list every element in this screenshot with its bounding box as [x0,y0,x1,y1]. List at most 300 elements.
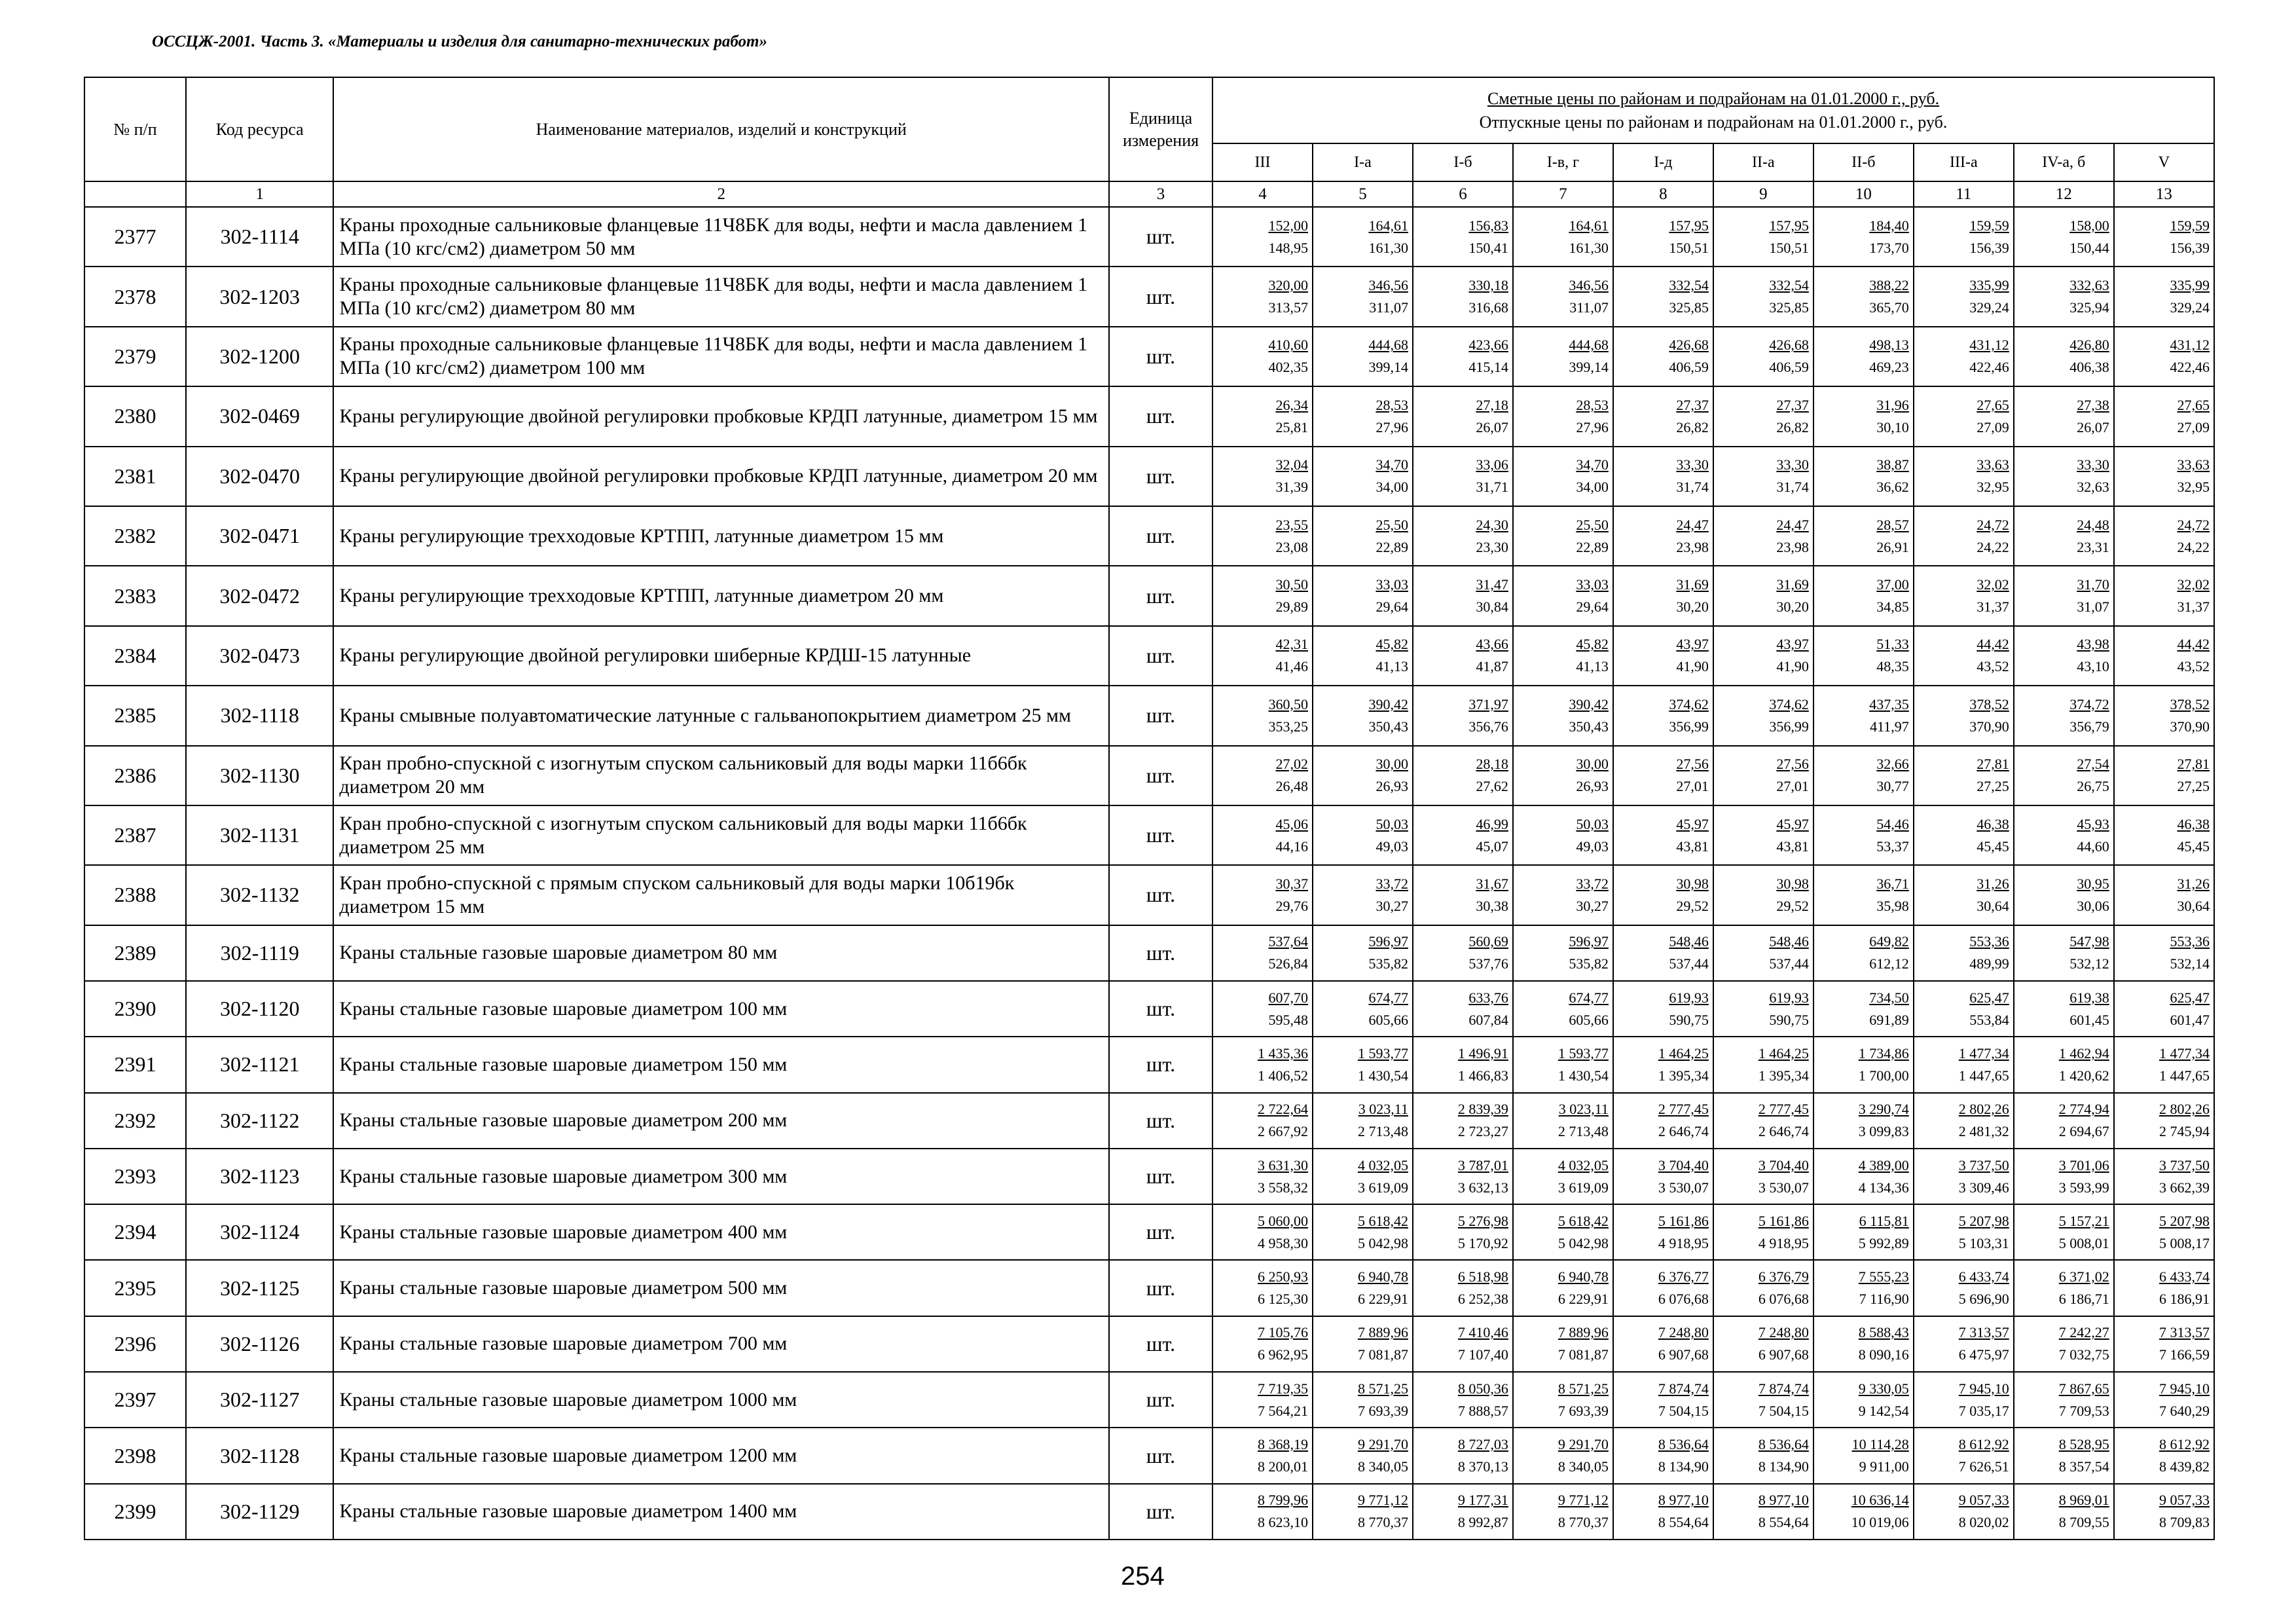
release-price: 41,13 [1376,658,1408,675]
release-price: 526,84 [1268,955,1308,972]
price-cell [1914,746,2014,805]
release-price: 29,64 [1376,599,1408,616]
price-cell [1313,506,1413,566]
price-cell [1313,805,1413,865]
price-cell [1513,1372,1613,1428]
price-cell [1813,1260,1914,1316]
release-price: 48,35 [1876,658,1909,675]
release-price: 7 709,53 [2058,1402,2109,1419]
release-price: 356,99 [1769,718,1809,735]
price-cell [1813,566,1914,625]
estimate-price: 50,03 [1576,815,1609,832]
estimate-price: 6 376,77 [1658,1268,1709,1285]
release-price: 148,95 [1268,239,1308,256]
price-cell [1313,1093,1413,1149]
price-cell [2014,1372,2114,1428]
price-cell [1413,1428,1513,1483]
release-price: 161,30 [1569,239,1609,256]
price-cell [2014,1260,2114,1316]
release-price: 1 447,65 [1958,1067,2009,1084]
estimate-price: 619,93 [1769,989,1809,1006]
resource-code: 302-0471 [186,506,333,566]
price-cell [1313,1204,1413,1260]
release-price: 6 125,30 [1257,1291,1308,1308]
release-price: 10 019,06 [1851,1514,1909,1531]
release-price: 691,89 [1869,1011,1909,1028]
price-cell [1613,1149,1713,1204]
price-cell [1713,566,1813,625]
estimate-price: 619,93 [1669,989,1709,1006]
estimate-price: 9 291,70 [1558,1436,1609,1452]
price-cell [1413,1093,1513,1149]
estimate-price: 8 536,64 [1758,1436,1809,1452]
price-cell [2114,1372,2214,1428]
price-cell [1813,447,1914,506]
release-price: 150,51 [1669,239,1709,256]
release-price: 5 042,98 [1357,1234,1408,1251]
estimate-price: 346,56 [1569,277,1609,294]
price-cell [1813,1484,1914,1540]
release-price: 1 447,65 [2159,1067,2210,1084]
price-cell [1513,1484,1613,1540]
release-price: 406,59 [1669,359,1709,376]
release-price: 612,12 [1869,955,1909,972]
price-cell [1914,1093,2014,1149]
estimate-price: 6 518,98 [1457,1268,1508,1285]
release-price: 27,09 [2177,418,2210,435]
release-price: 27,96 [1576,418,1609,435]
price-cell [1613,207,1713,267]
region-header: III-а [1914,143,2014,181]
estimate-price: 34,70 [1376,456,1408,473]
release-price: 6 907,68 [1658,1346,1709,1363]
price-cell [1413,267,1513,326]
price-cell [1914,686,2014,745]
estimate-price: 33,06 [1476,456,1508,473]
release-price: 406,38 [2069,359,2109,376]
price-cell [1212,1037,1313,1092]
release-price: 45,45 [1977,838,2009,855]
price-cell [2114,1204,2214,1260]
release-price: 43,52 [2177,658,2210,675]
price-cell [2114,626,2214,686]
estimate-price: 31,67 [1476,875,1508,892]
release-price: 7 116,90 [1859,1291,1909,1308]
release-price: 44,60 [2077,838,2109,855]
release-price: 311,07 [1569,299,1609,316]
price-cell [2014,1093,2114,1149]
release-price: 29,64 [1576,599,1609,616]
release-price: 605,66 [1368,1011,1408,1028]
price-cell [2014,626,2114,686]
release-price: 8 200,01 [1257,1458,1308,1475]
price-cell [1212,506,1313,566]
estimate-price: 426,68 [1669,337,1709,354]
col-header-name: Наименование материалов, изделий и конструкций [333,77,1109,181]
item-name: Кран пробно-спускной с изогнутым спуском сальниковый для воды марки 11б6бк диаметром 20 мм [333,746,1109,805]
estimate-price: 44,42 [2177,636,2210,653]
price-cell [1513,1428,1613,1483]
price-cell [2114,386,2214,446]
estimate-price: 537,64 [1268,933,1308,950]
estimate-price: 45,97 [1676,815,1709,832]
price-cell [1513,207,1613,267]
estimate-price: 426,68 [1769,337,1809,354]
release-price: 34,00 [1376,479,1408,496]
price-cell [1813,1316,1914,1372]
column-index: 2 [333,181,1109,207]
price-cell [1613,981,1713,1037]
price-cell [1813,1372,1914,1428]
release-price: 7 107,40 [1457,1346,1508,1363]
release-price: 6 475,97 [1958,1346,2009,1363]
price-cell [1313,925,1413,981]
price-cell [1513,746,1613,805]
estimate-price: 6 433,74 [2159,1268,2210,1285]
release-price: 2 667,92 [1257,1123,1308,1140]
estimate-price: 25,50 [1376,516,1408,533]
price-cell [1513,686,1613,745]
release-price: 1 430,54 [1558,1067,1609,1084]
resource-code: 302-1118 [186,686,333,745]
estimate-price: 30,00 [1576,756,1609,773]
estimate-price: 23,55 [1275,516,1308,533]
price-cell [1513,267,1613,326]
release-price: 7 564,21 [1257,1402,1308,1419]
release-price: 595,48 [1268,1011,1308,1028]
release-price: 2 646,74 [1658,1123,1709,1140]
price-cell [2014,981,2114,1037]
release-price: 5 042,98 [1558,1234,1609,1251]
release-price: 31,74 [1676,479,1709,496]
release-price: 29,52 [1776,897,1809,914]
row-number: 2399 [84,1484,186,1540]
unit-cell: шт. [1109,327,1212,386]
release-price: 6 962,95 [1257,1346,1308,1363]
release-price: 356,76 [1468,718,1508,735]
row-number: 2386 [84,746,186,805]
price-cell [1914,327,2014,386]
release-price: 365,70 [1869,299,1909,316]
region-header: I-а [1313,143,1413,181]
price-cell [1212,1149,1313,1204]
row-number: 2394 [84,1204,186,1260]
price-cell [2014,267,2114,326]
price-cell [1212,1260,1313,1316]
price-cell [1914,566,2014,625]
table-row [84,1372,2214,1428]
release-price: 7 081,87 [1558,1346,1609,1363]
column-index: 3 [1109,181,1212,207]
price-cell [1813,1149,1914,1204]
release-price: 8 439,82 [2159,1458,2210,1475]
unit-cell: шт. [1109,207,1212,267]
item-name: Краны проходные сальниковые фланцевые 11Ч8БК для воды, нефти и масла давлением 1 МПа (10 кгс/см2) диаметром 100 мм [333,327,1109,386]
estimate-price: 31,69 [1776,576,1809,593]
region-header: V [2114,143,2214,181]
estimate-price: 2 802,26 [2159,1101,2210,1118]
estimate-price: 30,98 [1676,875,1709,892]
estimate-price: 674,77 [1368,989,1408,1006]
price-cell [1813,686,1914,745]
price-cell [1613,1428,1713,1483]
estimate-price: 2 774,94 [2058,1101,2109,1118]
estimate-price: 43,98 [2077,636,2109,653]
price-cell [2014,1316,2114,1372]
release-price: 8 709,55 [2058,1514,2109,1531]
resource-code: 302-1120 [186,981,333,1037]
unit-cell: шт. [1109,686,1212,745]
estimate-price: 3 704,40 [1758,1156,1809,1173]
estimate-price: 320,00 [1268,277,1308,294]
estimate-price: 27,54 [2077,756,2109,773]
price-cell [1713,207,1813,267]
price-cell [1212,1316,1313,1372]
estimate-price: 8 612,92 [1958,1436,2009,1452]
release-price: 535,82 [1368,955,1408,972]
estimate-price: 8 536,64 [1658,1436,1709,1452]
table-row [84,805,2214,865]
resource-code: 302-0472 [186,566,333,625]
release-price: 27,96 [1376,418,1408,435]
estimate-price: 31,26 [2177,875,2210,892]
estimate-price: 25,50 [1576,516,1609,533]
table-row [84,865,2214,925]
release-price: 26,07 [2077,418,2109,435]
estimate-price: 6 250,93 [1257,1268,1308,1285]
estimate-price: 6 940,78 [1357,1268,1408,1285]
estimate-price: 374,62 [1769,695,1809,712]
price-cell [1613,1484,1713,1540]
price-cell [1313,327,1413,386]
estimate-price: 5 161,86 [1758,1212,1809,1229]
price-cell [1613,1037,1713,1092]
price-cell [1713,925,1813,981]
release-price: 23,98 [1676,538,1709,555]
estimate-price: 5 060,00 [1257,1212,1308,1229]
table-row [84,1484,2214,1540]
price-cell [2114,1149,2214,1204]
price-cell [1713,506,1813,566]
estimate-price: 6 115,81 [1859,1212,1909,1229]
release-price: 350,43 [1368,718,1408,735]
row-number: 2380 [84,386,186,446]
price-cell [2114,327,2214,386]
release-price: 30,27 [1576,897,1609,914]
release-price: 2 481,32 [1958,1123,2009,1140]
item-name: Краны регулирующие двойной регулировки пробковые КРДП латунные, диаметром 15 мм [333,386,1109,446]
estimate-price: 7 889,96 [1558,1324,1609,1341]
estimate-price: 8 612,92 [2159,1436,2210,1452]
item-name: Краны стальные газовые шаровые диаметром 400 мм [333,1204,1109,1260]
item-name: Краны стальные газовые шаровые диаметром 1200 мм [333,1428,1109,1483]
page-number: 254 [1121,1562,1165,1591]
price-cell [2014,327,2114,386]
release-price: 415,14 [1468,359,1508,376]
release-price: 402,35 [1268,359,1308,376]
price-cell [1914,925,2014,981]
resource-code: 302-1132 [186,865,333,925]
price-cell [1613,1204,1713,1260]
unit-cell: шт. [1109,865,1212,925]
release-price: 30,38 [1476,897,1508,914]
estimate-price: 4 389,00 [1858,1156,1909,1173]
row-number: 2381 [84,447,186,506]
item-name: Краны стальные газовые шаровые диаметром 1000 мм [333,1372,1109,1428]
estimate-price: 24,47 [1776,516,1809,533]
release-price: 22,89 [1576,538,1609,555]
price-cell [1413,805,1513,865]
unit-cell: шт. [1109,386,1212,446]
release-price: 2 694,67 [2058,1123,2109,1140]
table-row [84,746,2214,805]
unit-cell: шт. [1109,447,1212,506]
estimate-price: 9 177,31 [1457,1492,1508,1509]
price-cell [1313,865,1413,925]
region-header: I-д [1613,143,1713,181]
price-cell [1713,1428,1813,1483]
release-price: 7 504,15 [1658,1402,1709,1419]
region-header: II-б [1813,143,1914,181]
estimate-price: 346,56 [1368,277,1408,294]
release-price: 30,20 [1776,599,1809,616]
estimate-price: 33,30 [1776,456,1809,473]
estimate-price: 31,70 [2077,576,2109,593]
estimate-price: 10 114,28 [1851,1436,1909,1452]
unit-cell: шт. [1109,1037,1212,1092]
estimate-price: 24,30 [1476,516,1508,533]
release-price: 1 430,54 [1357,1067,1408,1084]
estimate-price: 3 787,01 [1457,1156,1508,1173]
release-price: 4 918,95 [1758,1234,1809,1251]
release-price: 1 406,52 [1257,1067,1308,1084]
release-price: 6 907,68 [1758,1346,1809,1363]
estimate-price: 27,65 [2177,396,2210,413]
resource-code: 302-0470 [186,447,333,506]
price-cell [1513,506,1613,566]
estimate-price: 3 631,30 [1257,1156,1308,1173]
release-price: 43,81 [1776,838,1809,855]
estimate-price: 332,54 [1769,277,1809,294]
price-cell [1613,506,1713,566]
release-price: 1 420,62 [2058,1067,2109,1084]
price-cell [1513,1260,1613,1316]
price-cell [1914,805,2014,865]
price-cell [1613,805,1713,865]
price-cell [1513,1093,1613,1149]
estimate-price: 46,99 [1476,815,1508,832]
column-index: 12 [2014,181,2114,207]
item-name: Краны проходные сальниковые фланцевые 11Ч8БК для воды, нефти и масла давлением 1 МПа (10 кгс/см2) диаметром 50 мм [333,207,1109,267]
price-cell [1613,1093,1713,1149]
price-cell [1914,1372,2014,1428]
release-price: 4 918,95 [1658,1234,1709,1251]
release-price: 26,07 [1476,418,1508,435]
price-cell [1413,506,1513,566]
estimate-price: 431,12 [1969,337,2009,354]
row-number: 2388 [84,865,186,925]
release-price: 8 554,64 [1658,1514,1709,1531]
release-price: 6 229,91 [1357,1291,1408,1308]
table-row [84,267,2214,326]
estimate-price: 28,53 [1576,396,1609,413]
price-cell [1613,1260,1713,1316]
estimate-price: 33,03 [1376,576,1408,593]
release-price: 27,01 [1776,778,1809,795]
row-number: 2390 [84,981,186,1037]
estimate-price: 371,97 [1468,695,1508,712]
release-price: 2 723,27 [1457,1123,1508,1140]
unit-cell: шт. [1109,981,1212,1037]
release-price: 41,90 [1676,658,1709,675]
price-cell [1513,1316,1613,1372]
release-price: 370,90 [1969,718,2009,735]
estimate-price: 625,47 [1969,989,2009,1006]
estimate-price: 5 207,98 [2159,1212,2210,1229]
price-cell [2114,746,2214,805]
release-price: 8 992,87 [1457,1514,1508,1531]
resource-code: 302-1125 [186,1260,333,1316]
price-cell [1212,1372,1313,1428]
price-cell [1713,1260,1813,1316]
release-price: 27,09 [1977,418,2009,435]
release-price: 3 632,13 [1457,1179,1508,1196]
release-price: 8 623,10 [1257,1514,1308,1531]
estimate-price: 157,95 [1769,217,1809,234]
col-header-code: Код ресурса [186,77,333,181]
estimate-price: 1 464,25 [1658,1044,1709,1061]
estimate-price: 5 618,42 [1558,1212,1609,1229]
price-cell [1813,925,1914,981]
unit-cell: шт. [1109,626,1212,686]
price-cell [1313,1149,1413,1204]
price-cell [1613,1316,1713,1372]
release-price: 1 700,00 [1858,1067,1909,1084]
estimate-price: 24,72 [1977,516,2009,533]
estimate-price: 2 777,45 [1658,1101,1709,1118]
estimate-price: 8 969,01 [2058,1492,2109,1509]
release-price: 590,75 [1669,1011,1709,1028]
price-cell [2014,447,2114,506]
price-cell [1613,686,1713,745]
price-cell [1313,1484,1413,1540]
price-cell [2114,1093,2214,1149]
unit-cell: шт. [1109,1316,1212,1372]
unit-cell: шт. [1109,1204,1212,1260]
estimate-price: 43,97 [1676,636,1709,653]
estimate-price: 548,46 [1769,933,1809,950]
estimate-price: 3 737,50 [2159,1156,2210,1173]
release-price: 32,95 [2177,479,2210,496]
estimate-price: 4 032,05 [1357,1156,1408,1173]
document-header: ОССЦЖ-2001. Часть 3. «Материалы и изделия для санитарно-технических работ» [152,33,767,50]
price-cell [1713,1204,1813,1260]
estimate-price: 27,38 [2077,396,2109,413]
estimate-price: 37,00 [1876,576,1909,593]
price-cell [2114,925,2214,981]
release-price: 399,14 [1368,359,1408,376]
price-cell [1212,386,1313,446]
price-cell [2014,1484,2114,1540]
release-price: 27,25 [2177,778,2210,795]
release-price: 45,45 [2177,838,2210,855]
price-cell [1313,1316,1413,1372]
release-price: 2 713,48 [1357,1123,1408,1140]
price-cell [1413,686,1513,745]
estimate-price: 43,97 [1776,636,1809,653]
price-cell [1813,626,1914,686]
price-cell [2114,207,2214,267]
